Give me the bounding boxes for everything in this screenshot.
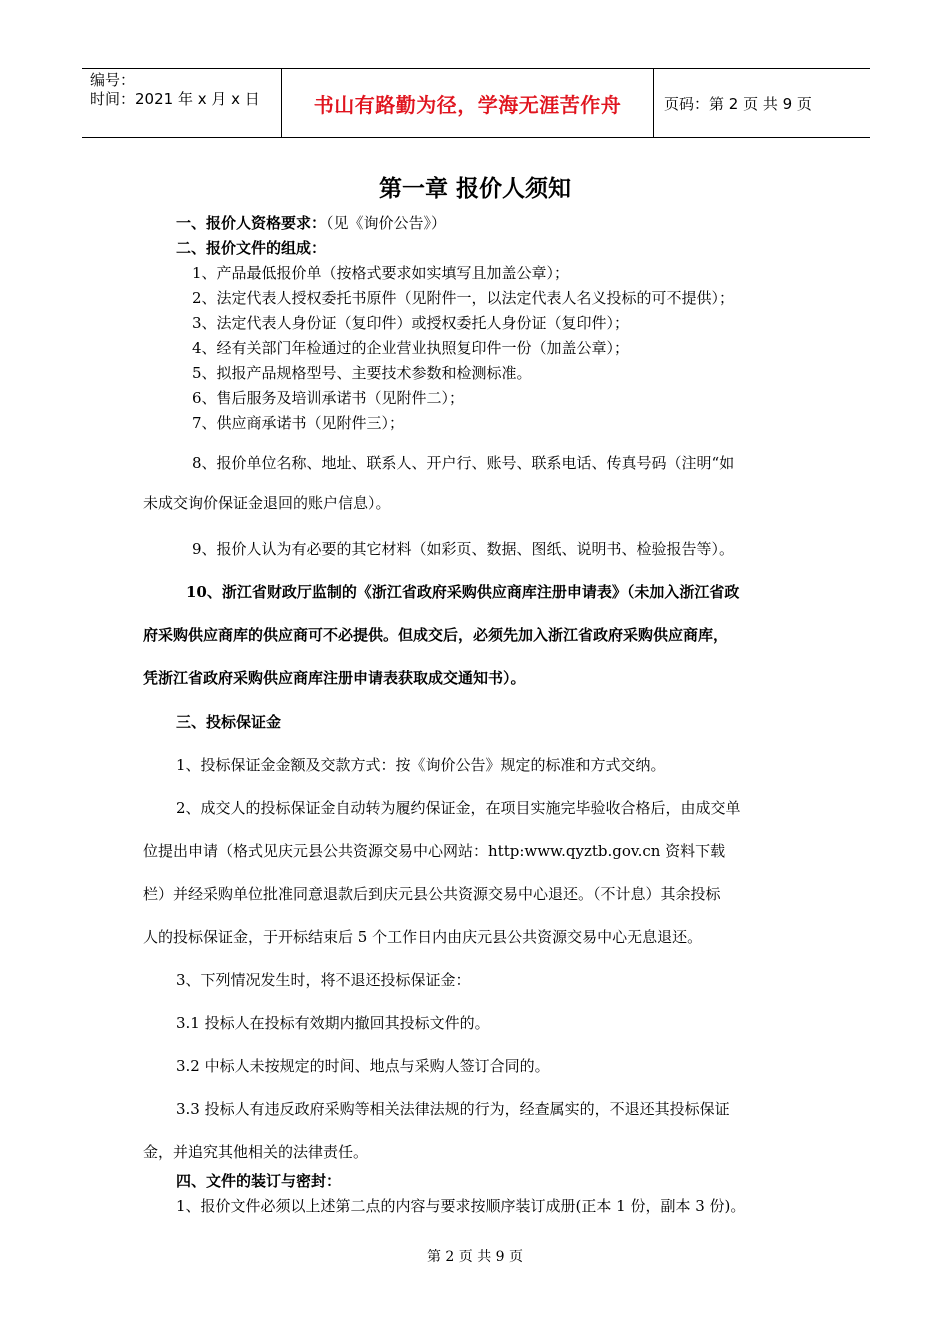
paragraph-line: 金，并追究其他相关的法律责任。 <box>143 1143 369 1161</box>
chapter-title: 第一章 报价人须知 <box>378 176 571 202</box>
header-motto: 书山有路勤为径，学海无涯苦作舟 <box>282 69 654 137</box>
paragraph-line: 3.2 中标人未按规定的时间、地点与采购人签订合同的。 <box>176 1057 550 1075</box>
document-header <box>82 68 870 138</box>
section-heading-deposit: 三、投标保证金 <box>176 713 282 731</box>
list-item-continuation: 未成交询价保证金退回的账户信息）。 <box>143 494 391 512</box>
paragraph-line: 3.3 投标人有违反政府采购等相关法律法规的行为，经查属实的，不退还其投标保证 <box>176 1100 730 1118</box>
list-item-bold-continuation: 府采购供应商库的供应商可不必提供。但成交后，必须先加入浙江省政府采购供应商库， <box>143 626 729 644</box>
paragraph-line: 人的投标保证金，于开标结束后 5 个工作日内由庆元县公共资源交易中心无息退还。 <box>143 928 703 946</box>
paragraph-line: 3.1 投标人在投标有效期内撤回其投标文件的。 <box>176 1014 490 1032</box>
paragraph-line: 3、下列情况发生时，将不退还投标保证金： <box>176 971 471 989</box>
list-item: 5、拟报产品规格型号、主要技术参数和检测标准。 <box>192 364 532 382</box>
section-heading-binding: 四、文件的装订与密封： <box>176 1172 342 1190</box>
list-item: 7、供应商承诺书（见附件三）； <box>192 414 405 432</box>
header-page-info: 页码：第 2 页 共 9 页 <box>664 94 812 113</box>
section-heading-qualification: 一、报价人资格要求：（见《询价公告》） <box>176 214 447 232</box>
header-meta <box>82 69 282 137</box>
list-item: 3、法定代表人身份证（复印件）或授权委托人身份证（复印件）； <box>192 314 630 332</box>
paragraph-line: 1、报价文件必须以上述第二点的内容与要求按顺序装订成册(正本 1 份，副本 3 份)。 <box>176 1197 746 1215</box>
list-item: 9、报价人认为有必要的其它材料（如彩页、数据、图纸、说明书、检验报告等）。 <box>192 540 735 558</box>
paragraph-line: 2、成交人的投标保证金自动转为履约保证金，在项目实施完毕验收合格后，由成交单 <box>176 799 741 817</box>
list-item: 1、产品最低报价单（按格式要求如实填写且加盖公章）； <box>192 264 570 282</box>
document-number-label: 编号： <box>90 71 136 89</box>
paragraph-line: 位提出申请（格式见庆元县公共资源交易中心网站：http:www.qyztb.gov.cn 资料下载 <box>143 842 726 860</box>
list-item: 2、法定代表人授权委托书原件（见附件一，以法定代表人名义投标的可不提供）； <box>192 289 735 307</box>
paragraph-line: 栏）并经采购单位批准同意退款后到庆元县公共资源交易中心退还。（不计息）其余投标 <box>143 885 721 903</box>
list-item: 4、经有关部门年检通过的企业营业执照复印件一份（加盖公章）； <box>192 339 630 357</box>
list-item: 8、报价单位名称、地址、联系人、开户行、账号、联系电话、传真号码（注明“如 <box>192 454 735 472</box>
section-heading-composition: 二、报价文件的组成： <box>176 239 327 257</box>
paragraph-line: 1、投标保证金金额及交款方式：按《询价公告》规定的标准和方式交纳。 <box>176 756 666 774</box>
list-item-bold-continuation: 凭浙江省政府采购供应商库注册申请表获取成交通知书）。 <box>143 669 526 687</box>
list-item-bold: 10、浙江省财政厅监制的《浙江省政府采购供应商库注册申请表》（未加入浙江省政 <box>186 583 740 601</box>
document-date: 时间：2021 年 x 月 x 日 <box>90 90 260 108</box>
page-footer: 第 2 页 共 9 页 <box>426 1249 524 1265</box>
list-item: 6、售后服务及培训承诺书（见附件二）； <box>192 389 465 407</box>
